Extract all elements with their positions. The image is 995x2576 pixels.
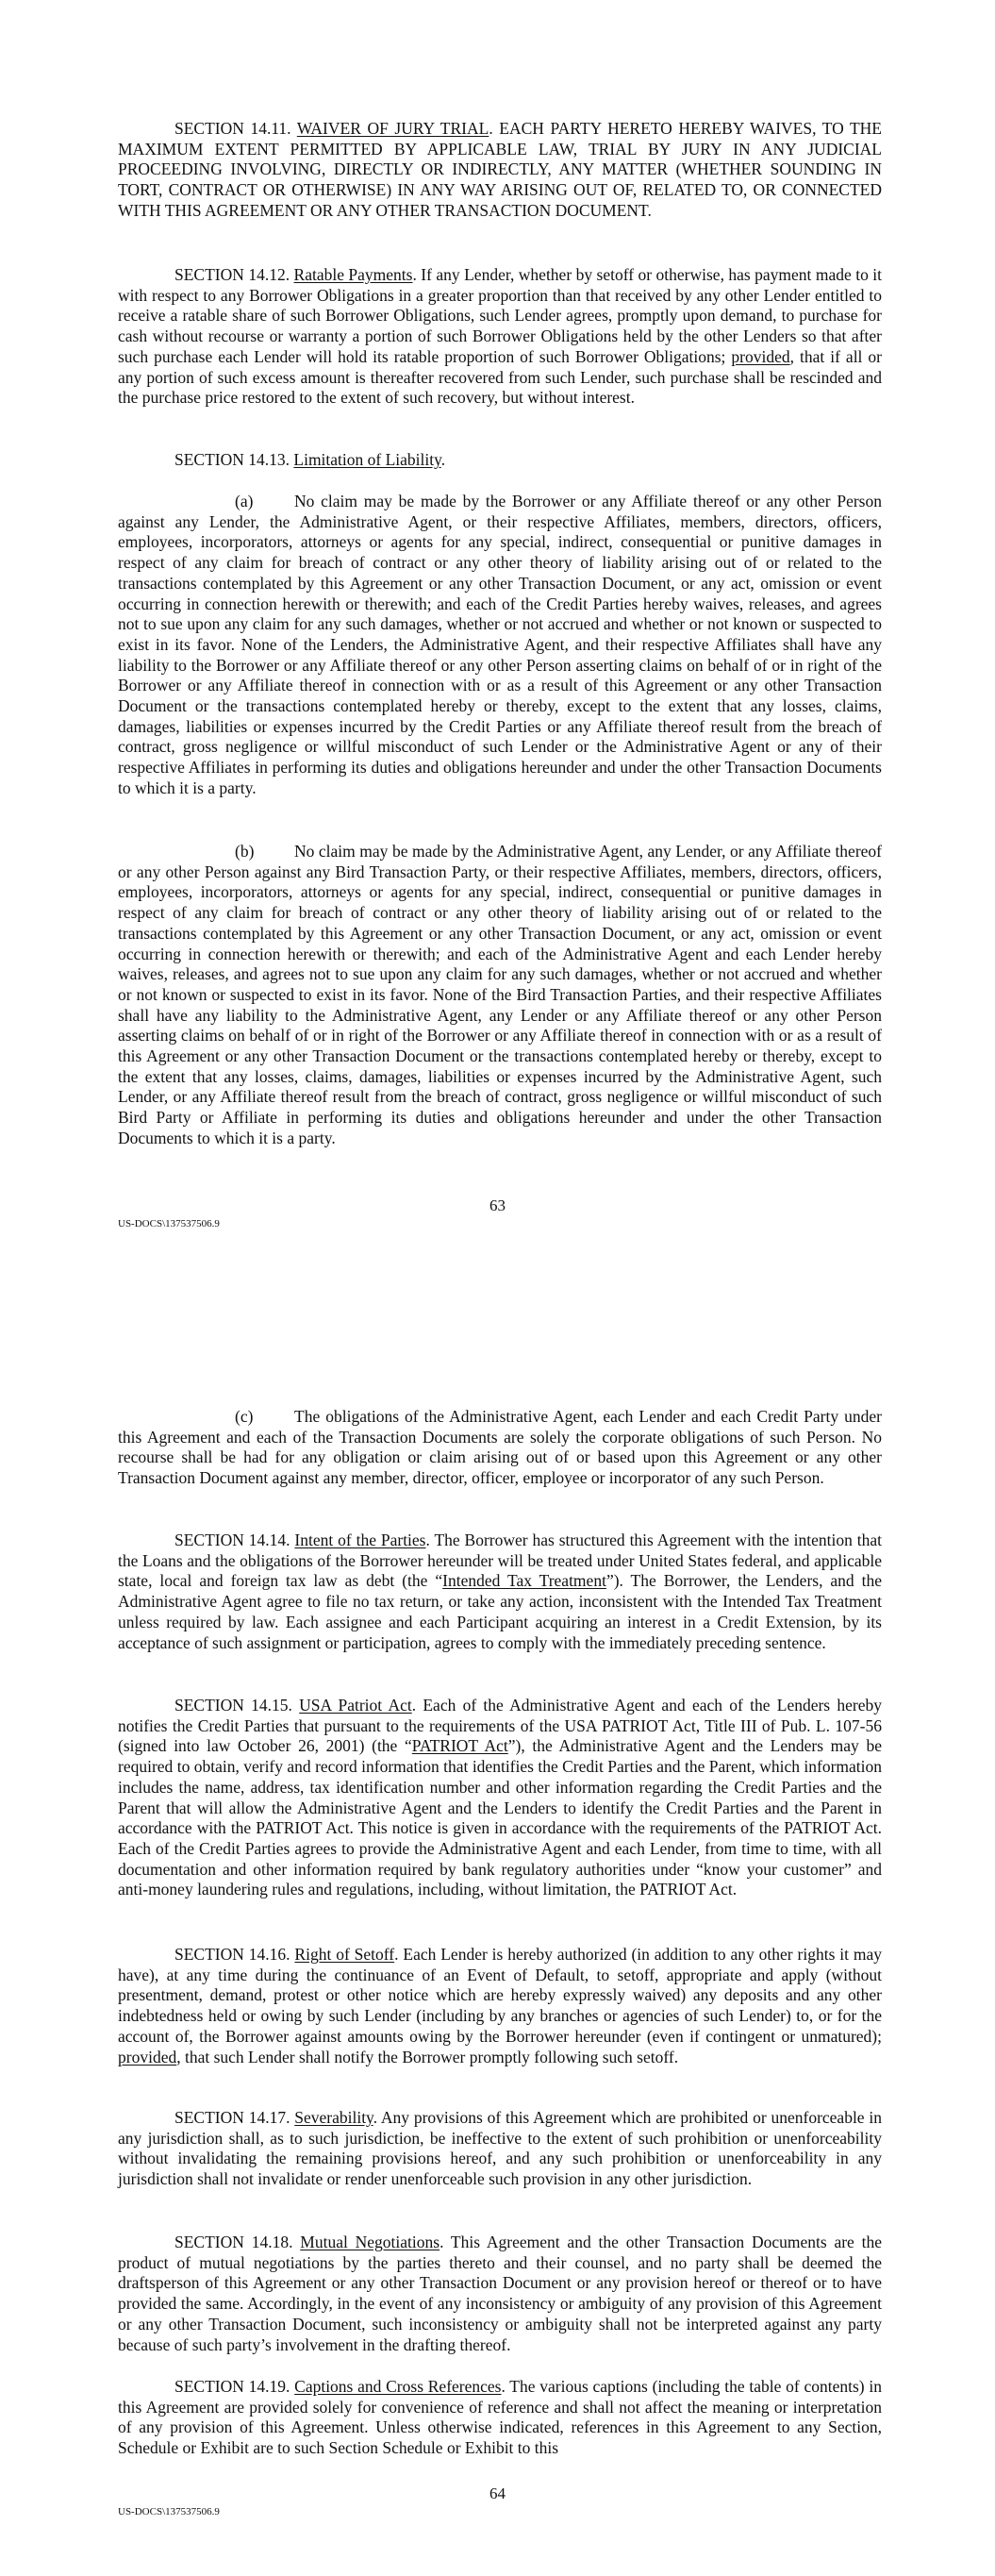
underlined-term: Captions and Cross References (294, 2377, 502, 2396)
paragraph-text: SECTION 14.12. (174, 265, 294, 284)
underlined-term: Ratable Payments (293, 265, 413, 284)
underlined-term: provided (118, 2047, 177, 2066)
paragraph-text: , that if all or any portion of such excess amount is thereafter recovered from such Lender, such purchase shall be rescinded and the purchase price restored to the extent of such recovery, but without interest. (118, 346, 882, 408)
section-paragraph (118, 2377, 882, 2459)
subsection-label: (b) (235, 842, 255, 861)
paragraph-text: . Any provisions of this Agreement which are prohibited or unenforceable in any jurisdiction shall, as to such jurisdiction, be ineffective to the extent of such prohibition or unenforceability without invalidating the remaining provisions hereof, and any such prohibition or unenforceability in any jurisdiction shall not invalidate or render unenforceable such provision in any other jurisdiction. (118, 2108, 882, 2189)
subsection-paragraph (118, 492, 882, 799)
underlined-term: USA Patriot Act (299, 1696, 412, 1715)
paragraph-text: . If any Lender, whether by setoff or otherwise, has payment made to it with respect to any Borrower Obligations in a greater proportion than that received by any other Lender entitled to receive a ratable share of such Borrower Obligations, such Lender agrees, promptly upon demand, to purchase for cash without recourse or warranty a portion of such Borrower Obligations held by the other Lenders so that after such purchase each Lender will hold its ratable proportion of such Borrower Obligations; (118, 265, 882, 366)
paragraph-text: . (440, 450, 446, 469)
paragraph-text: SECTION 14.11. (174, 119, 297, 138)
underlined-term: provided (731, 346, 790, 366)
paragraph-text: . Each Lender is hereby authorized (in addition to any other rights it may have), at any time during the continuance of an Event of Default, to setoff, appropriate and apply (without presentment, demand, protest or other notice which are hereby expressly waived) any deposits and any other indebtedness held or owing by such Lender (including by any branches or agencies of such Lender) to, or for the account of, the Borrower against amounts owing by the Borrower hereunder (even if contingent or unmatured); (118, 1945, 883, 2046)
paragraph-text: SECTION 14.19. (174, 2377, 295, 2396)
section-paragraph (118, 2233, 882, 2355)
subsection-paragraph (118, 1407, 882, 1489)
subsection-label: (a) (235, 492, 254, 510)
paragraph-text: SECTION 14.17. (174, 2108, 295, 2127)
paragraph-text: SECTION 14.16. (174, 1945, 295, 1964)
underlined-term: PATRIOT Act (411, 1736, 508, 1756)
paragraph-text: SECTION 14.14. (174, 1531, 295, 1549)
paragraph-text: ”), the Administrative Agent and the Lenders may be required to obtain, verify and record information that identifies the Credit Parties and the Parent, which information includes the name, address, tax identification number and other information regarding the Credit Parties and the Parent that will allow the Administrative Agent and the Lenders to identify the Credit Parties and the Parent in accordance with the PATRIOT Act. This notice is given in accordance with the requirements of the PATRIOT Act. Each of the Credit Parties agrees to provide the Administrative Agent and each Lender, from time to time, with all documentation and other information required by bank regulatory authorities under “know your customer” and anti-money laundering rules and regulations, including, without limitation, the PATRIOT Act. (118, 1736, 882, 1899)
paragraph-text: No claim may be made by the Borrower or any Affiliate thereof or any other Person against any Lender, the Administrative Agent, or their respective Affiliates, members, directors, officers, employees, incorporators, attorneys or agents for any special, indirect, consequential or punitive damages in respect of any claim for breach of contract or any other theory of liability arising out of or related to the transactions contemplated by this Agreement or any other Transaction Document, or any act, omission or event occurring in connection herewith or therewith; and each of the Credit Parties hereby waives, releases, and agrees not to sue upon any claim for any such damages, whether or not accrued and whether or not known or suspected to exist in its favor. None of the Lenders, the Administrative Agent, and their respective Affiliates shall have any liability to the Borrower or any Affiliate thereof or any other Person asserting claims on behalf of or in right of the Borrower or any Affiliate thereof in connection with or as a result of this Agreement or any other Transaction Document or the transactions contemplated hereby or thereby, except to the extent that any losses, claims, damages, liabilities or expenses incurred by the Credit Parties or any Affiliate thereof result from the breach of contract, gross negligence or willful misconduct of such Lender or the Administrative Agent or any of their respective Affiliates in performing its duties and obligations hereunder and under the other Transaction Documents to which it is a party. (118, 492, 882, 797)
section-paragraph (118, 450, 882, 471)
paragraph-text: SECTION 14.15. (174, 1696, 300, 1715)
paragraph-text: . Each of the Administrative Agent and each of the Lenders hereby notifies the Credit Parties that pursuant to the requirements of the USA PATRIOT Act, Title III of Pub. L. 107-56 (signed into law October 26, 2001) (the “ (118, 1696, 882, 1756)
subsection-label: (c) (235, 1407, 254, 1426)
paragraph-text: SECTION 14.18. (174, 2233, 301, 2251)
underlined-term: Intent of the Parties (294, 1531, 426, 1549)
underlined-term: Severability (294, 2108, 373, 2127)
section-paragraph (118, 1945, 882, 2067)
paragraph-text: ”). The Borrower, the Lenders, and the Administrative Agent agree to file no tax return, or take any action, inconsistent with the Intended Tax Treatment unless required by law. Each assignee and each Participant acquiring an interest in a Credit Extension, by its acceptance of such assignment or participation, agrees to comply with the immediately preceding sentence. (118, 1571, 883, 1652)
paragraph-text: , that such Lender shall notify the Borrower promptly following such setoff. (176, 2047, 679, 2066)
section-paragraph (118, 2108, 882, 2190)
paragraph-text: The obligations of the Administrative Agent, each Lender and each Credit Party under this Agreement and each of the Transaction Documents are solely the corporate obligations of such Person. No recourse shall be had for any obligation or claim arising out of or based upon this Agreement or any other Transaction Document against any member, director, officer, employee or incorporator of any such Person. (118, 1407, 882, 1488)
underlined-term: Limitation of Liability (293, 450, 441, 469)
underlined-term: Mutual Negotiations (300, 2233, 440, 2251)
page-number: 64 (489, 2484, 506, 2502)
section-paragraph (118, 119, 882, 222)
paragraph-text: . EACH PARTY HERETO HEREBY WAIVES, TO THE MAXIMUM EXTENT PERMITTED BY APPLICABLE LAW, TRIAL BY JURY IN ANY JUDICIAL PROCEEDING INVOLVING, DIRECTLY OR INDIRECTLY, ANY MATTER (WHETHER SOUNDING IN TORT, CONTRACT OR OTHERWISE) IN ANY WAY ARISING OUT OF, RELATED TO, OR CONNECTED WITH THIS AGREEMENT OR ANY OTHER TRANSACTION DOCUMENT. (118, 119, 883, 220)
section-paragraph (118, 1531, 882, 1653)
document-id: US-DOCS\137537506.9 (118, 1218, 220, 1229)
subsection-paragraph (118, 842, 882, 1149)
document-id: US-DOCS\137537506.9 (118, 2506, 220, 2517)
underlined-term: Right of Setoff (294, 1945, 395, 1964)
paragraph-text: . The various captions (including the table of contents) in this Agreement are provided solely for convenience of reference and shall not affect the meaning or interpretation of any provision of this Agreement. Unless otherwise indicated, references in this Agreement to any Section, Schedule or Exhibit are to such Section Schedule or Exhibit to this (118, 2377, 882, 2458)
underlined-term: Intended Tax Treatment (442, 1571, 606, 1591)
section-paragraph (118, 265, 882, 409)
paragraph-text: No claim may be made by the Administrative Agent, any Lender, or any Affiliate thereof or any other Person against any Bird Transaction Party, or their respective Affiliates, members, directors, officers, employees, incorporators, attorneys or agents for any special, indirect, consequential or punitive damages in respect of any claim for breach of contract or any other theory of liability arising out of or related to the transactions contemplated by this Agreement or any other Transaction Document, or any act, omission or event occurring in connection herewith or therewith; and each of the Administrative Agent and each Lender hereby waives, releases, and agrees not to sue upon any claim for any such damages, whether or not accrued and whether or not known or suspected to exist in its favor. None of the Bird Transaction Parties, and their respective Affiliates shall have any liability to the Administrative Agent, any Lender or any Affiliate thereof or any other Person asserting claims on behalf of or in right of the Borrower or any Affiliate thereof in connection with or as a result of this Agreement or any other Transaction Document or the transactions contemplated hereby or thereby, except to the extent that any losses, claims, damages, liabilities or expenses incurred by the Administrative Agent, such Lender, or any Affiliate thereof result from the breach of contract, gross negligence or willful misconduct of such Bird Party or Affiliate in performing its duties and obligations hereunder and under the other Transaction Documents to which it is a party. (118, 842, 882, 1147)
underlined-term: WAIVER OF JURY TRIAL (296, 119, 489, 138)
paragraph-text: SECTION 14.13. (174, 450, 294, 469)
section-paragraph (118, 1696, 882, 1900)
paragraph-text: . The Borrower has structured this Agreement with the intention that the Loans and the obligations of the Borrower hereunder will be treated under United States federal, and applicable state, local and foreign tax law as debt (the “ (118, 1531, 883, 1591)
paragraph-text: . This Agreement and the other Transaction Documents are the product of mutual negotiations by the parties thereto and their counsel, and no party shall be deemed the draftsperson of this Agreement or any other Transaction Document or any provision hereof or thereof or to have provided the same. Accordingly, in the event of any inconsistency or ambiguity of any provision of this Agreement or any other Transaction Document, such inconsistency or ambiguity shall not be interpreted against any party because of such party’s involvement in the drafting thereof. (118, 2233, 883, 2354)
page-number: 63 (489, 1196, 506, 1214)
